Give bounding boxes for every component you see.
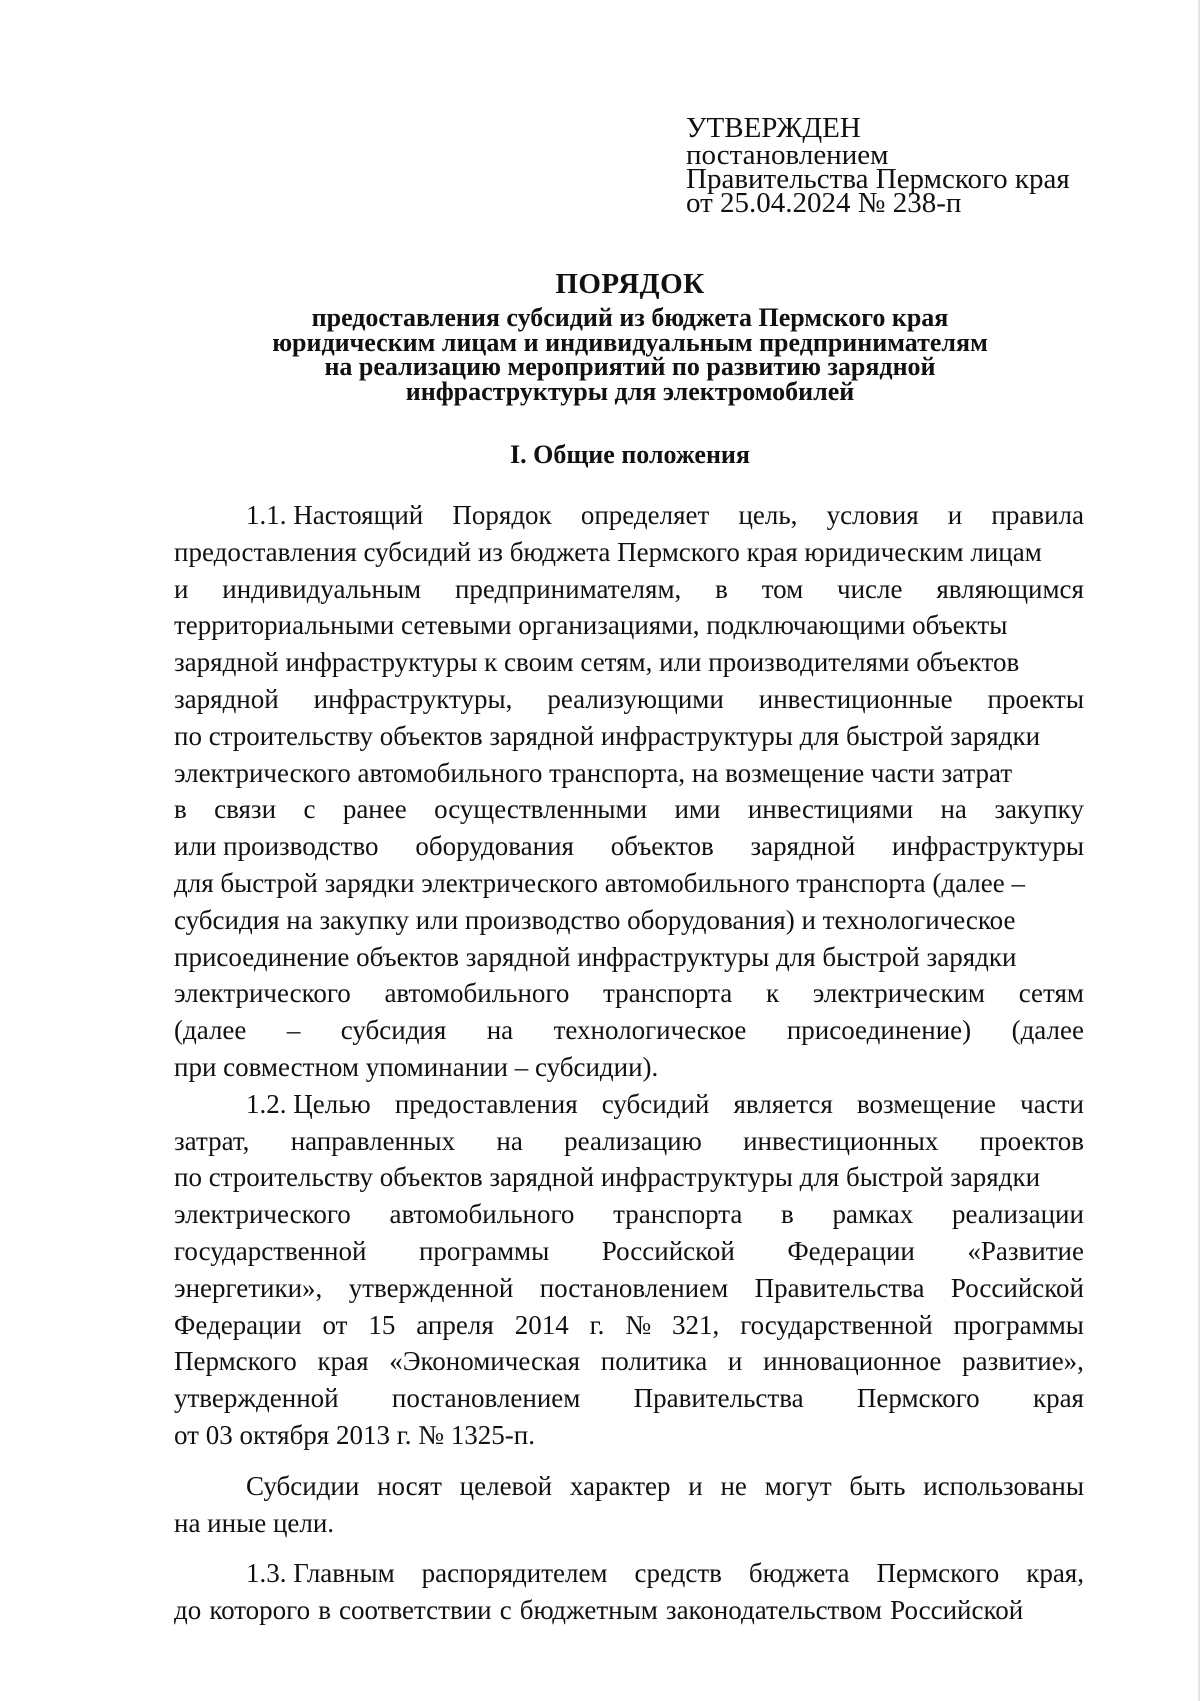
- word: технологическое: [553, 1015, 747, 1046]
- word: связи: [214, 794, 277, 825]
- word: постановлением: [539, 1272, 729, 1303]
- word: по строительству объектов зарядной инфраструктуры для быстрой зарядки: [174, 720, 1041, 751]
- word: зарядной инфраструктуры к своим сетям, или производителями объектов: [174, 647, 1020, 678]
- word: предоставления: [394, 1088, 578, 1119]
- word: бюджета: [748, 1558, 850, 1589]
- word: постановлением: [391, 1383, 581, 1414]
- word: утвержденной: [174, 1383, 339, 1414]
- approval-line-2: Правительства Пермского края: [686, 163, 1070, 195]
- text-line: [174, 644, 1084, 681]
- word: Субсидии: [246, 1470, 360, 1501]
- word: от: [322, 1309, 348, 1340]
- word: индивидуальным: [222, 573, 422, 604]
- section-heading: I. Общие положения: [510, 440, 750, 469]
- word: предоставления субсидий из бюджета Пермского края юридическим лицам: [174, 536, 1042, 567]
- word: Правительства: [754, 1272, 925, 1303]
- paragraph-p1_1: [174, 497, 1084, 1086]
- text-line: [174, 1123, 1084, 1160]
- word: №: [625, 1309, 652, 1340]
- word: числе: [837, 573, 903, 604]
- word: г.: [589, 1309, 605, 1340]
- text-line: [174, 1505, 1084, 1542]
- text-line: [174, 681, 1084, 718]
- word: являющимся: [936, 573, 1084, 604]
- word: для быстрой зарядки электрического автомобильного транспорта (далее –: [174, 867, 1026, 898]
- word: оборудования: [415, 831, 574, 862]
- word: которого: [209, 1595, 311, 1626]
- text-line: [174, 975, 1084, 1012]
- approval-stamp: [686, 112, 1070, 219]
- word: рамках: [832, 1199, 914, 1230]
- document-subtitle: [170, 303, 1090, 406]
- word: соответствии: [339, 1595, 492, 1626]
- word: программы: [953, 1309, 1084, 1340]
- text-line: [174, 1468, 1084, 1505]
- paragraph-gap: [174, 1454, 1084, 1468]
- word: ими: [674, 794, 721, 825]
- word: государственной: [174, 1235, 367, 1266]
- word: при совместном упоминании – субсидии).: [174, 1051, 659, 1082]
- text-line: [174, 1592, 1084, 1629]
- word: от 03 октября 2013 г. № 1325-п.: [174, 1419, 535, 1450]
- text-line: [174, 1555, 1084, 1592]
- word: на: [486, 1015, 514, 1046]
- text-line: [174, 755, 1084, 792]
- word: проектов: [979, 1125, 1084, 1156]
- word: в: [781, 1199, 794, 1230]
- word: автомобильного: [389, 1199, 575, 1230]
- text-line: [174, 939, 1084, 976]
- word: 2014: [514, 1309, 569, 1340]
- word: инвестициями: [747, 794, 914, 825]
- word: на иные цели.: [174, 1507, 335, 1538]
- text-line: [174, 865, 1084, 902]
- paragraph-gap: [174, 1541, 1084, 1555]
- paragraph-p1_2b: [174, 1454, 1084, 1542]
- word: закупку: [994, 794, 1084, 825]
- text-line: [174, 1307, 1084, 1344]
- word: по строительству объектов зарядной инфраструктуры для быстрой зарядки: [174, 1162, 1041, 1193]
- word: Пермского: [876, 1558, 1000, 1589]
- word: инфраструктуры: [892, 831, 1084, 862]
- subtitle-line: инфраструктуры для электромобилей: [405, 376, 855, 406]
- word: или производство: [174, 831, 379, 862]
- word: на: [496, 1125, 523, 1156]
- word: могут: [764, 1470, 832, 1501]
- word: «Экономическая: [389, 1346, 581, 1377]
- word: осуществленными: [434, 794, 648, 825]
- word: 1.3. Главным: [246, 1558, 395, 1589]
- word: субсидий: [601, 1088, 710, 1119]
- word: энергетики»,: [174, 1272, 323, 1303]
- word: –: [286, 1015, 301, 1046]
- text-line: [174, 571, 1084, 608]
- text-line: [174, 828, 1084, 865]
- word: государственной: [740, 1309, 933, 1340]
- word: Федерации: [174, 1309, 302, 1340]
- word: средств: [634, 1558, 722, 1589]
- document-title: ПОРЯДОК: [555, 268, 705, 300]
- word: (далее: [174, 1015, 247, 1046]
- word: электрического автомобильного транспорта, на возмещение части затрат: [174, 757, 1013, 788]
- word: присоединение): [786, 1015, 972, 1046]
- word: «Развитие: [967, 1235, 1084, 1266]
- word: края: [1032, 1383, 1084, 1414]
- text-line: [174, 1012, 1084, 1049]
- subtitle-line: юридическим лицам и индивидуальным предпринимателям: [272, 327, 988, 357]
- word: правила: [991, 500, 1084, 530]
- word: и: [174, 573, 189, 604]
- word: инфраструктуры,: [313, 683, 513, 714]
- word: Российской: [601, 1235, 735, 1266]
- word: и: [688, 1470, 703, 1501]
- word: в: [318, 1595, 331, 1626]
- word: 321,: [672, 1309, 720, 1340]
- word: 15: [368, 1309, 396, 1340]
- word: том: [761, 573, 804, 604]
- word: распорядителем: [421, 1558, 608, 1589]
- word: характер: [569, 1470, 671, 1501]
- word: апреля: [416, 1309, 494, 1340]
- word: проекты: [987, 683, 1084, 714]
- approval-line-1: постановлением: [686, 139, 889, 171]
- text-line: [174, 718, 1084, 755]
- text-line: [174, 902, 1084, 939]
- word: с: [499, 1595, 512, 1626]
- word: развитие»,: [962, 1346, 1084, 1377]
- word: Порядок: [452, 500, 552, 530]
- text-line: [174, 1380, 1084, 1417]
- word: зарядной: [750, 831, 856, 862]
- word: зарядной: [174, 683, 279, 714]
- word: является: [733, 1088, 833, 1119]
- text-line: [174, 1417, 1084, 1454]
- word: края: [317, 1346, 369, 1377]
- paragraph-p1_3: [174, 1541, 1084, 1629]
- word: субсидия на закупку или производство оборудования) и технологическое: [174, 904, 1016, 935]
- word: направленных: [290, 1125, 456, 1156]
- word: края,: [1026, 1558, 1084, 1589]
- word: носят: [377, 1470, 442, 1501]
- document-body: [174, 497, 1084, 1629]
- word: к: [765, 978, 780, 1009]
- word: программы: [418, 1235, 550, 1266]
- word: сетям: [1018, 978, 1084, 1009]
- word: политика: [600, 1346, 708, 1377]
- word: транспорта: [613, 1199, 743, 1230]
- word: транспорта: [603, 978, 733, 1009]
- text-line: [174, 791, 1084, 828]
- word: использованы: [923, 1470, 1084, 1501]
- word: в: [174, 794, 187, 825]
- word: присоединение объектов зарядной инфраструктуры для быстрой зарядки: [174, 941, 1017, 972]
- word: автомобильного: [384, 978, 570, 1009]
- word: инвестиционных: [743, 1125, 939, 1156]
- text-line: [174, 497, 1084, 534]
- word: Федерации: [787, 1235, 915, 1266]
- word: реализации: [951, 1199, 1084, 1230]
- text-line: [174, 1270, 1084, 1307]
- word: 1.1. Настоящий: [246, 500, 424, 530]
- word: 1.2. Целью: [246, 1088, 371, 1119]
- word: субсидия: [340, 1015, 447, 1046]
- text-line: [174, 1196, 1084, 1233]
- text-line: [174, 1086, 1084, 1123]
- word: утвержденной: [348, 1272, 514, 1303]
- word: (далее: [1011, 1015, 1084, 1046]
- approval-line-3: от 25.04.2024 № 238-п: [686, 187, 962, 219]
- word: электрического: [174, 1199, 351, 1230]
- word: определяет: [580, 500, 710, 530]
- word: Российской: [890, 1595, 1024, 1626]
- word: затрат,: [174, 1125, 250, 1156]
- word: Пермского: [174, 1346, 297, 1377]
- approval-heading: УТВЕРЖДЕН: [686, 112, 861, 144]
- word: и: [727, 1346, 743, 1377]
- word: в: [715, 573, 728, 604]
- word: электрическим: [812, 978, 986, 1009]
- word: до: [174, 1595, 202, 1626]
- word: инновационное: [763, 1346, 942, 1377]
- word: части: [1020, 1088, 1084, 1119]
- word: и: [947, 500, 963, 530]
- word: Российской: [950, 1272, 1084, 1303]
- subtitle-line: на реализацию мероприятий по развитию зарядной: [324, 352, 936, 381]
- text-line: [174, 1159, 1084, 1196]
- word: реализацию: [564, 1125, 702, 1156]
- word: Пермского: [856, 1383, 980, 1414]
- paragraph-p1_2: [174, 1086, 1084, 1454]
- text-line: [174, 1343, 1084, 1380]
- word: ранее: [342, 794, 407, 825]
- word: целевой: [459, 1470, 553, 1501]
- word: законодательством: [665, 1595, 882, 1626]
- word: на: [940, 794, 967, 825]
- word: с: [303, 794, 316, 825]
- text-line: [174, 1049, 1084, 1086]
- word: реализующими: [547, 683, 724, 714]
- word: Правительства: [633, 1383, 804, 1414]
- word: объектов: [610, 831, 714, 862]
- text-line: [174, 1233, 1084, 1270]
- word: территориальными сетевыми организациями, подключающими объекты: [174, 610, 1008, 641]
- word: предпринимателям,: [454, 573, 682, 604]
- word: электрического: [174, 978, 351, 1009]
- word: инвестиционные: [758, 683, 953, 714]
- text-line: [174, 607, 1084, 644]
- word: условия: [826, 500, 919, 530]
- text-line: [174, 534, 1084, 571]
- word: быть: [849, 1470, 906, 1501]
- word: возмещение: [856, 1088, 996, 1119]
- word: не: [720, 1470, 747, 1501]
- word: бюджетным: [519, 1595, 658, 1626]
- subtitle-line: предоставления субсидий из бюджета Пермского края: [311, 303, 949, 332]
- word: цель,: [738, 500, 798, 530]
